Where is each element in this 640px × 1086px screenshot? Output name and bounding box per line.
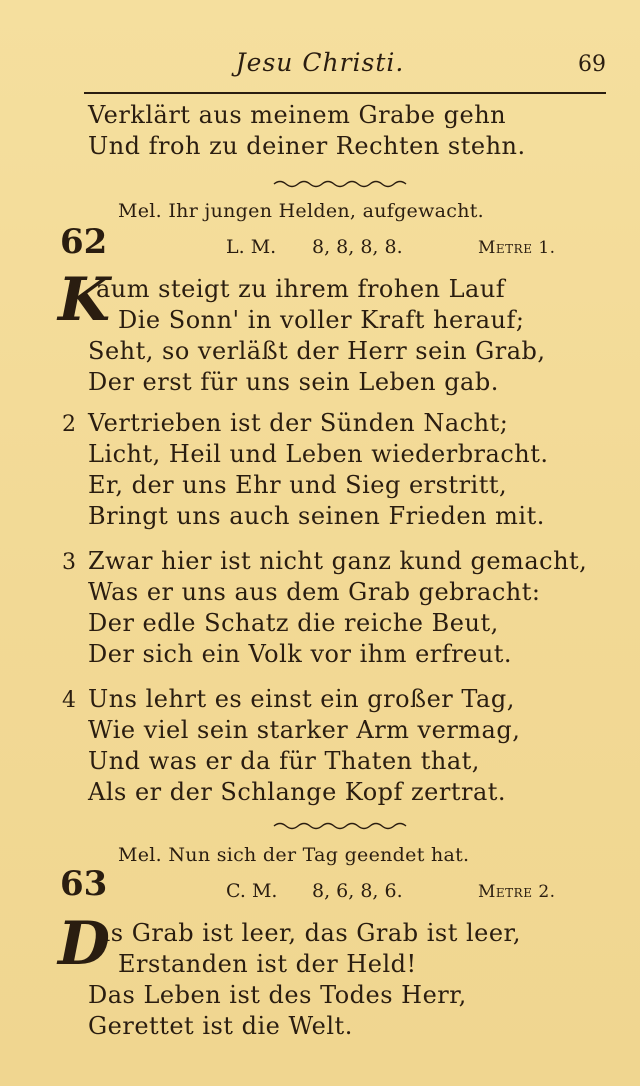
verse-line: as Grab ist leer, das Grab ist leer, <box>96 919 522 947</box>
verse-line: Der erst für uns sein Leben gab. <box>88 368 499 396</box>
page-number: 69 <box>578 52 606 77</box>
meter-label: Metre 1. <box>478 238 556 258</box>
previous-stanza-end <box>88 100 526 162</box>
meter-code: C. M. <box>226 880 278 902</box>
verse-line: Verklärt aus meinem Grabe gehn <box>88 101 507 129</box>
verse-line: Der sich ein Volk vor ihm erfreut. <box>88 640 513 668</box>
hymn-number: 63 <box>60 864 108 904</box>
meter-label: Metre 2. <box>478 882 556 902</box>
verse-line: Das Leben ist des Todes Herr, <box>88 981 467 1009</box>
verse-line: Zwar hier ist nicht ganz kund gemacht, <box>88 547 588 575</box>
stanza-number: 4 <box>62 688 76 713</box>
verse-line: Die Sonn' in voller Kraft herauf; <box>118 306 525 334</box>
stanza-number: 2 <box>62 412 76 437</box>
verse-line: Erstanden ist der Held! <box>118 950 417 978</box>
verse-line: Wie viel sein starker Arm vermag, <box>88 716 521 744</box>
verse-line: Als er der Schlange Kopf zertrat. <box>88 778 507 806</box>
stanza <box>88 408 549 532</box>
verse-line: Und froh zu deiner Rechten stehn. <box>88 132 526 160</box>
verse-line: aum steigt zu ihrem frohen Lauf <box>96 275 506 303</box>
stanza <box>88 684 520 808</box>
stanza <box>88 918 521 1042</box>
verse-line: Was er uns aus dem Grab gebracht: <box>88 578 541 606</box>
running-title: Jesu Christi. <box>235 48 405 77</box>
meter-numbers: 8, 8, 8, 8. <box>312 236 403 258</box>
verse-line: Vertrieben ist der Sünden Nacht; <box>88 409 509 437</box>
drop-capital: D <box>58 909 111 979</box>
verse-line: Und was er da für Thaten that, <box>88 747 480 775</box>
verse-line: Uns lehrt es einst ein großer Tag, <box>88 685 515 713</box>
drop-capital: K <box>58 265 111 335</box>
ornament-divider <box>270 178 410 190</box>
stanza <box>88 274 546 398</box>
header-rule <box>84 92 606 94</box>
verse-line: Bringt uns auch seinen Frieden mit. <box>88 502 545 530</box>
meter-code: L. M. <box>226 236 277 258</box>
verse-line: Gerettet ist die Welt. <box>88 1012 353 1040</box>
verse-line: Seht, so verläßt der Herr sein Grab, <box>88 337 546 365</box>
hymn-number: 62 <box>60 222 108 262</box>
stanza <box>88 546 587 670</box>
verse-line: Er, der uns Ehr und Sieg erstritt, <box>88 471 508 499</box>
melody-line: Mel. Ihr jungen Helden, aufgewacht. <box>118 200 485 222</box>
melody-line: Mel. Nun sich der Tag geendet hat. <box>118 844 470 866</box>
verse-line: Der edle Schatz die reiche Beut, <box>88 609 499 637</box>
ornament-divider <box>270 820 410 832</box>
stanza-number: 3 <box>62 550 76 575</box>
meter-numbers: 8, 6, 8, 6. <box>312 880 403 902</box>
verse-line: Licht, Heil und Leben wiederbracht. <box>88 440 549 468</box>
